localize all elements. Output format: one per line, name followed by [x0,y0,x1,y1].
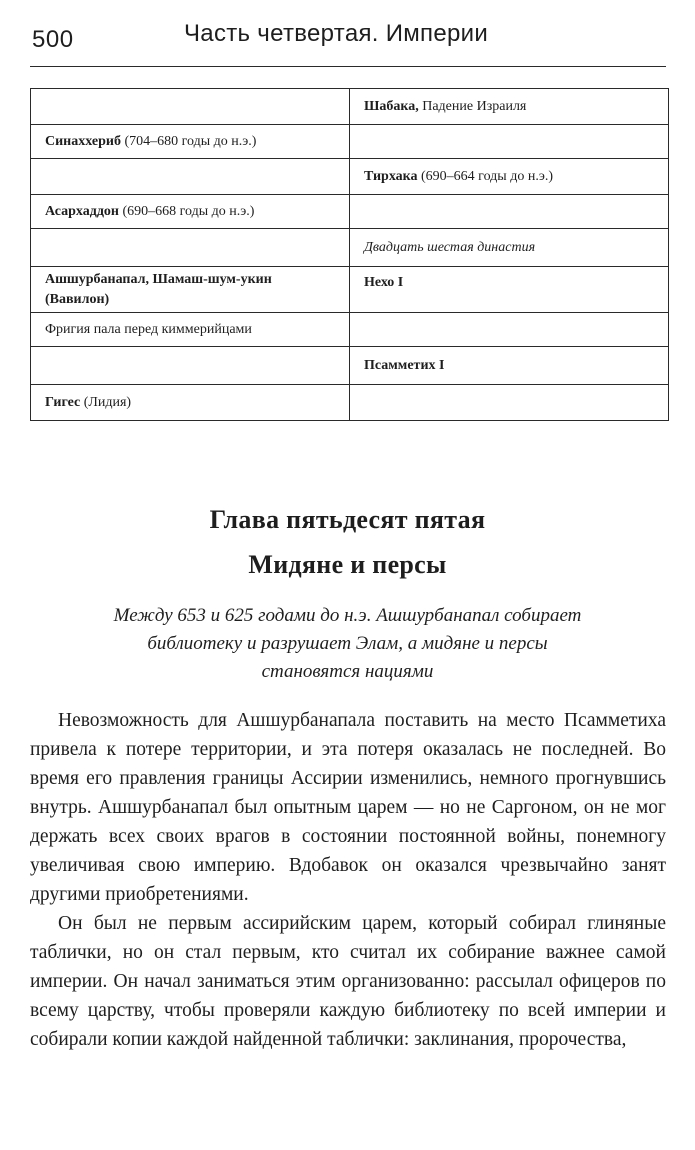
chapter-number: Глава пятьдесят пятая [209,505,486,534]
table-cell-egypt [350,125,669,159]
chapter-epigraph [40,602,655,686]
running-header [30,16,666,67]
table-cell-egypt: Шабака, Падение Израиля [350,89,669,125]
table-cell-assyria [31,89,350,125]
table-cell-assyria: Фригия пала перед киммерийцами [31,313,350,347]
epigraph-line: Между 653 и 625 годами до н.э. Ашшурбанапал собирает [113,605,582,626]
table-cell-assyria: Синаххериб (704–680 годы до н.э.) [31,125,350,159]
body-text [30,706,666,1054]
table-cell-assyria [31,159,350,195]
page-number: 500 [32,26,74,53]
running-title: Часть четвертая. Империи [184,20,489,47]
table-row [31,313,669,347]
table-cell-egypt [350,195,669,229]
table-row [31,267,669,313]
table-row [31,89,669,125]
table-row [31,125,669,159]
epigraph-line: библиотеку и разрушает Элам, а мидяне и персы [147,633,548,654]
chronology-table [30,88,669,421]
table-cell-egypt [350,313,669,347]
table-row [31,229,669,267]
table-cell-egypt: Псамметих I [350,347,669,385]
table-cell-assyria: Асархаддон (690–668 годы до н.э.) [31,195,350,229]
epigraph-line: становятся нациями [261,661,434,682]
table-row [31,195,669,229]
table-row [31,159,669,195]
table-row [31,347,669,385]
chapter-title: Мидяне и персы [248,550,447,579]
table-cell-egypt: Двадцать шестая династия [350,229,669,267]
table-row [31,385,669,421]
table-cell-egypt: Тирхака (690–664 годы до н.э.) [350,159,669,195]
table-cell-egypt: Нехо I [350,267,669,313]
table-cell-assyria: Гигес (Лидия) [31,385,350,421]
table-cell-assyria: Ашшурбанапал, Шамаш-шум-укин (Вавилон) [31,267,350,313]
table-cell-assyria [31,229,350,267]
table-cell-assyria [31,347,350,385]
table-cell-egypt [350,385,669,421]
paragraph: Невозможность для Ашшурбанапала поставить на место Псамметиха привела к потере территории, и эта потеря оказалась не последней. Во время его правления границы Ассирии изменились, немного прогнувшись внутрь. Ашшурбанапал был опытным царем — но не Саргоном, он не мог держать всех своих врагов в состоянии постоянной войны, понемногу увеличивая свою империю. Вдобавок он оказался чрезвычайно занят другими приобретениями. [30,710,666,905]
paragraph: Он был не первым ассирийским царем, который собирал глиняные таблички, но он стал первым, кто считал их собирание важнее самой империи. Он начал заниматься этим организованно: рассылал офицеров по всему царству, чтобы проверяли каждую библиотеку по всей империи и собирали копии каждой найденной таблички: заклинания, пророчества, [30,913,666,1050]
